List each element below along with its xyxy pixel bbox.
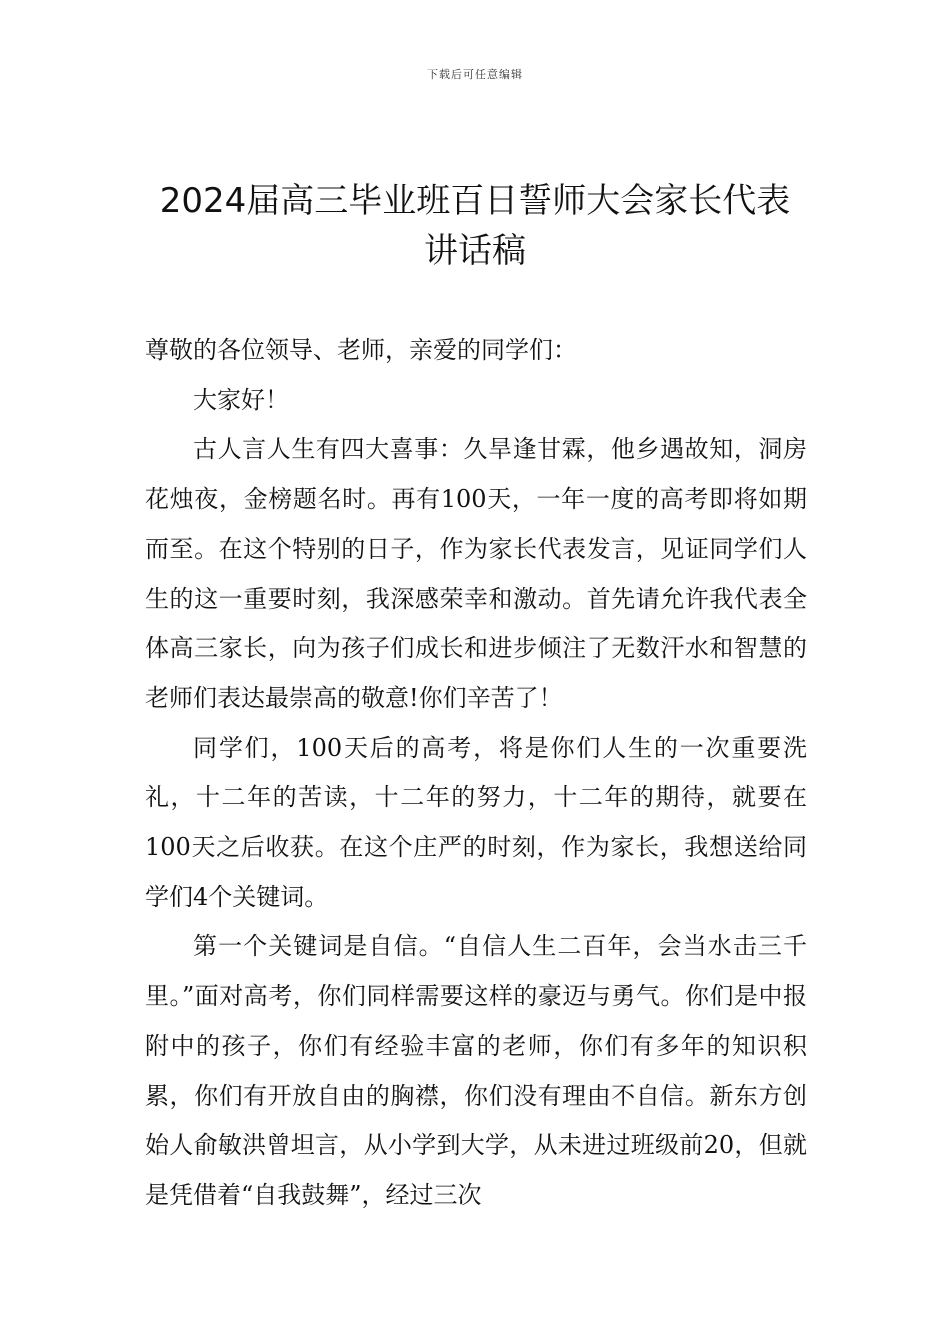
salutation: 尊敬的各位领导、老师，亲爱的同学们： [145,336,577,364]
paragraph-gaokao: 同学们，100天后的高考，将是你们人生的一次重要洗礼，十二年的苦读，十二年的努力，十二年的期待，就要在100天之后收获。在这个庄严的时刻，作为家长，我想送给同学们4个关键词。 [145,733,807,911]
title-line-2: 讲话稿 [424,231,526,271]
greeting: 大家好！ [193,385,289,414]
document-title [120,176,830,276]
header-note: 下载后可任意编辑 [427,68,523,81]
document-body [145,326,807,1221]
paragraph-keyword-confidence: 第一个关键词是自信。“自信人生二百年，会当水击三千里。”面对高考，你们同样需要这样的豪迈与勇气。你们是中报附中的孩子，你们有经验丰富的老师，你们有多年的知识积累，你们有开放自由的胸襟，你们没有理由不自信。新东方创始人俞敏洪曾坦言，从小学到大学，从未进过班级前20，但就是凭借着“自我鼓舞”，经过三次 [145,932,807,1209]
paragraph-intro: 古人言人生有四大喜事：久旱逢甘霖，他乡遇故知，洞房花烛夜，金榜题名时。再有100天，一年一度的高考即将如期而至。在这个特别的日子，作为家长代表发言，见证同学们人生的这一重要时刻，我深感荣幸和激动。首先请允许我代表全体高三家长，向为孩子们成长和进步倾注了无数汗水和智慧的老师们表达最崇高的敬意!你们辛苦了！ [145,435,807,712]
title-line-1: 2024届高三毕业班百日誓师大会家长代表 [159,181,791,221]
